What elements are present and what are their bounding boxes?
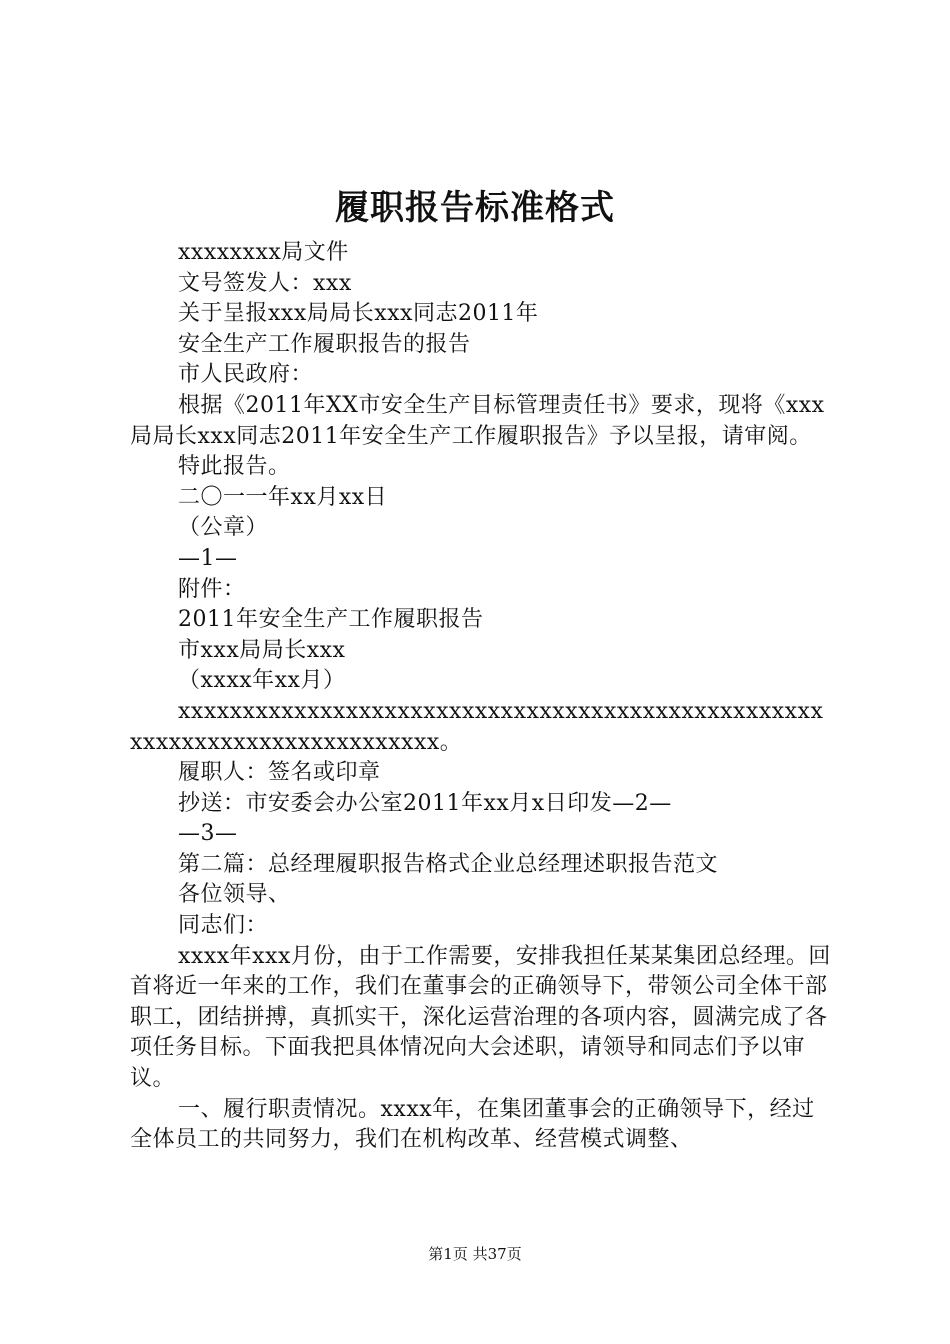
paragraph-signature: 履职人：签名或印章 <box>178 760 381 786</box>
paragraph-duties: 一、履行职责情况。xxxx年，在集团董事会的正确领导下，经过全体员工的共同努力，我们在机构改革、经营模式调整、 <box>130 1096 815 1153</box>
paragraph-intro: xxxx年xxx月份，由于工作需要，安排我担任某某集团总经理。回首将近一年来的工作，我们在董事会的正确领导下，带领公司全体干部职工，团结拼搏，真抓实干，深化运营治理的各项内容，圆满完成了各项任务目标。下面我把具体情况向大会述职，请领导和同志们予以审议。 <box>130 943 831 1092</box>
paragraph-issuer: xxxxxxxx局文件 <box>178 240 349 265</box>
paragraph-page-marker-1: —1— <box>178 545 238 571</box>
paragraph-request: 根据《2011年XX市安全生产目标管理责任书》要求，现将《xxx局局长xxx同志2011年安全生产工作履职报告》予以呈报，请审阅。 <box>130 392 825 449</box>
paragraph-section-two-title: 第二篇：总经理履职报告格式企业总经理述职报告范文 <box>178 851 719 877</box>
paragraph-greeting-1: 各位领导、 <box>178 882 291 908</box>
paragraph-date: 二〇一一年xx月xx日 <box>178 484 388 510</box>
paragraph-closing: 特此报告。 <box>178 454 291 480</box>
paragraph-placeholder-content: xxxxxxxxxxxxxxxxxxxxxxxxxxxxxxxxxxxxxxxxxxxxxxxxxxxxxxxxxxxxxxxxxxxxxxxxxx。 <box>130 698 824 755</box>
paragraph-attachment-label: 附件： <box>178 576 246 602</box>
paragraph-cc: 抄送：市安委会办公室2011年xx月x日印发—2— <box>178 790 672 816</box>
page-footer: 第1页 共37页 <box>428 1245 522 1263</box>
paragraph-subject-line2: 安全生产工作履职报告的报告 <box>178 331 471 357</box>
document-body <box>130 238 835 1156</box>
paragraph-page-marker-3: —3— <box>178 821 238 847</box>
paragraph-greeting-2: 同志们： <box>178 913 269 939</box>
paragraph-signer: 文号签发人：xxx <box>178 270 352 296</box>
paragraph-subject-line1: 关于呈报xxx局局长xxx同志2011年 <box>178 301 539 327</box>
paragraph-seal: （公章） <box>178 515 269 541</box>
paragraph-attachment-date: （xxxx年xx月） <box>178 668 346 694</box>
paragraph-attachment-author: 市xxx局局长xxx <box>178 637 346 663</box>
paragraph-addressee: 市人民政府： <box>178 362 314 388</box>
paragraph-attachment-title: 2011年安全生产工作履职报告 <box>178 607 484 633</box>
document-title: 履职报告标准格式 <box>335 188 615 228</box>
